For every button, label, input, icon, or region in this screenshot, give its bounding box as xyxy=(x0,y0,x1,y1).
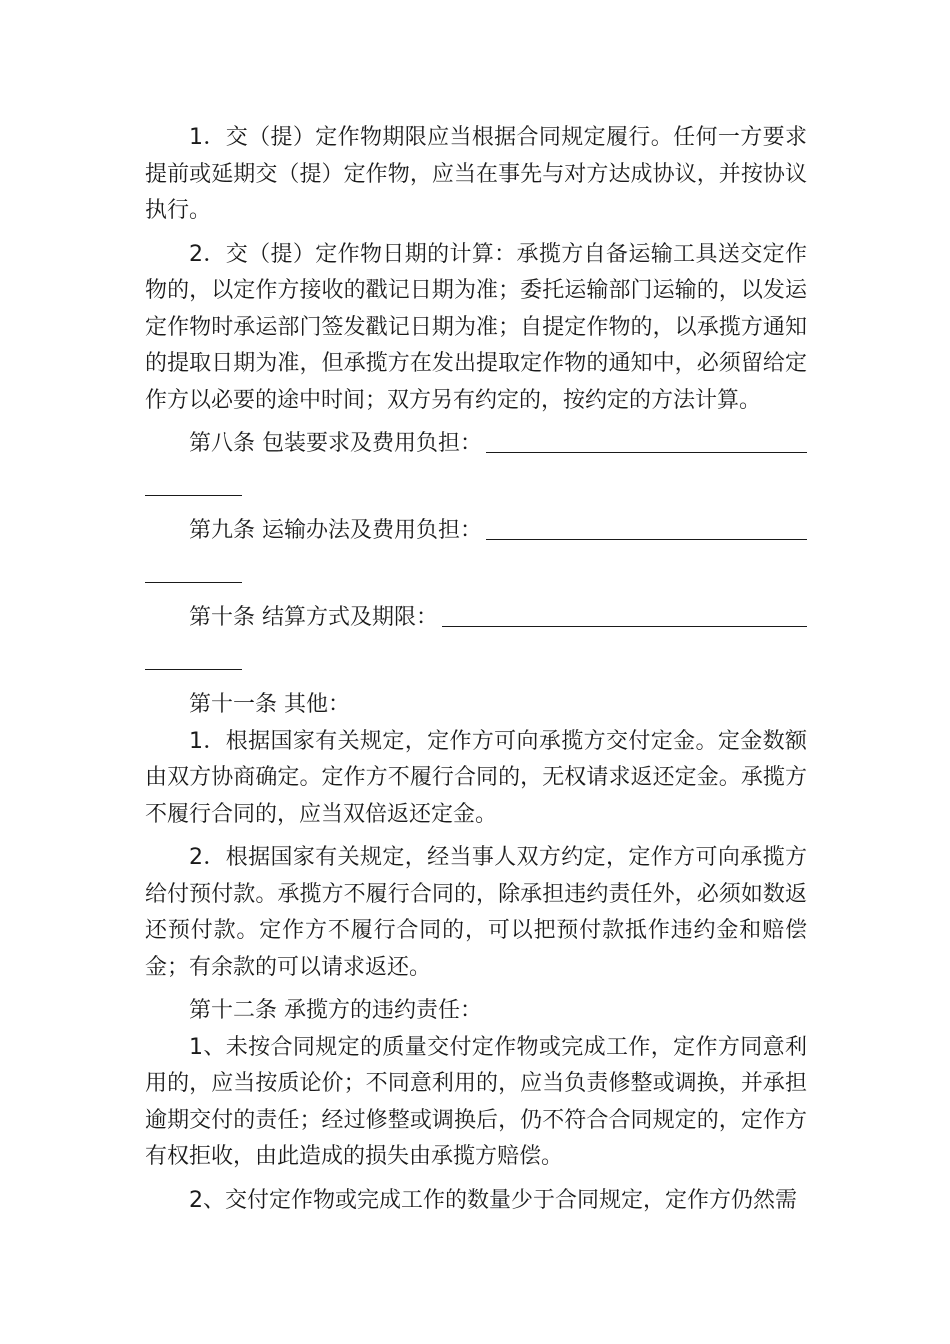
paragraph-quantity-liability: 2、交付定作物或完成工作的数量少于合同规定，定作方仍然需 xyxy=(189,1187,797,1213)
paragraph-quality-liability: 1、未按合同规定的质量交付定作物或完成工作，定作方同意利用的，应当按质论价；不同意利用的，应当负责修整或调换，并承担逾期交付的责任；经过修整或调换后，仍不符合合同规定的，定作方有权拒收，由此造成的损失由承揽方赔偿。 xyxy=(145,1034,807,1169)
article-8-label: 第八条 包装要求及费用负担： xyxy=(189,431,482,456)
paragraph-delivery-date-calculation: 2．交（提）定作物日期的计算：承揽方自备运输工具送交定作物的，以定作方接收的戳记日期为准；委托运输部门运输的，以发运定作物时承运部门签发戳记日期为准；自提定作物的，以承揽方通知的提取日期为准，但承揽方在发出提取定作物的通知中，必须留给定作方以必要的途中时间；双方另有约定的，按约定的方法计算。 xyxy=(145,241,807,413)
article-10-label: 第十条 结算方式及期限： xyxy=(189,605,438,630)
article-8-packaging xyxy=(145,426,807,463)
article-10-settlement xyxy=(145,600,807,637)
article-10-blank-field[interactable] xyxy=(442,626,807,627)
article-9-transport xyxy=(145,513,807,550)
paragraph-delivery-deadline: 1．交（提）定作物期限应当根据合同规定履行。任何一方要求提前或延期交（提）定作物，应当在事先与对方达成协议，并按协议执行。 xyxy=(145,125,807,223)
article-8-blank-continuation xyxy=(145,470,807,507)
article-9-blank-field[interactable] xyxy=(486,539,807,540)
paragraph-prepayment: 2．根据国家有关规定，经当事人双方约定，定作方可向承揽方给付预付款。承揽方不履行合同的，除承担违约责任外，必须如数返还预付款。定作方不履行合同的，可以把预付款抵作违约金和赔偿金；有余款的可以请求返还。 xyxy=(145,845,807,980)
article-9-label: 第九条 运输办法及费用负担： xyxy=(189,518,482,543)
article-8-blank-field[interactable] xyxy=(486,452,807,453)
article-9-blank-continuation xyxy=(145,557,807,594)
article-10-blank-continuation xyxy=(145,644,807,681)
article-9-blank-tail[interactable] xyxy=(145,582,242,583)
document-body xyxy=(145,120,807,1219)
paragraph-deposit: 1．根据国家有关规定，定作方可向承揽方交付定金。定金数额由双方协商确定。定作方不履行合同的，无权请求返还定金。承揽方不履行合同的，应当双倍返还定金。 xyxy=(145,728,807,827)
article-8-blank-tail[interactable] xyxy=(145,495,242,496)
article-10-blank-tail[interactable] xyxy=(145,669,242,670)
article-12-heading: 第十二条 承揽方的违约责任： xyxy=(189,998,482,1023)
article-11-heading: 第十一条 其他： xyxy=(189,692,350,717)
